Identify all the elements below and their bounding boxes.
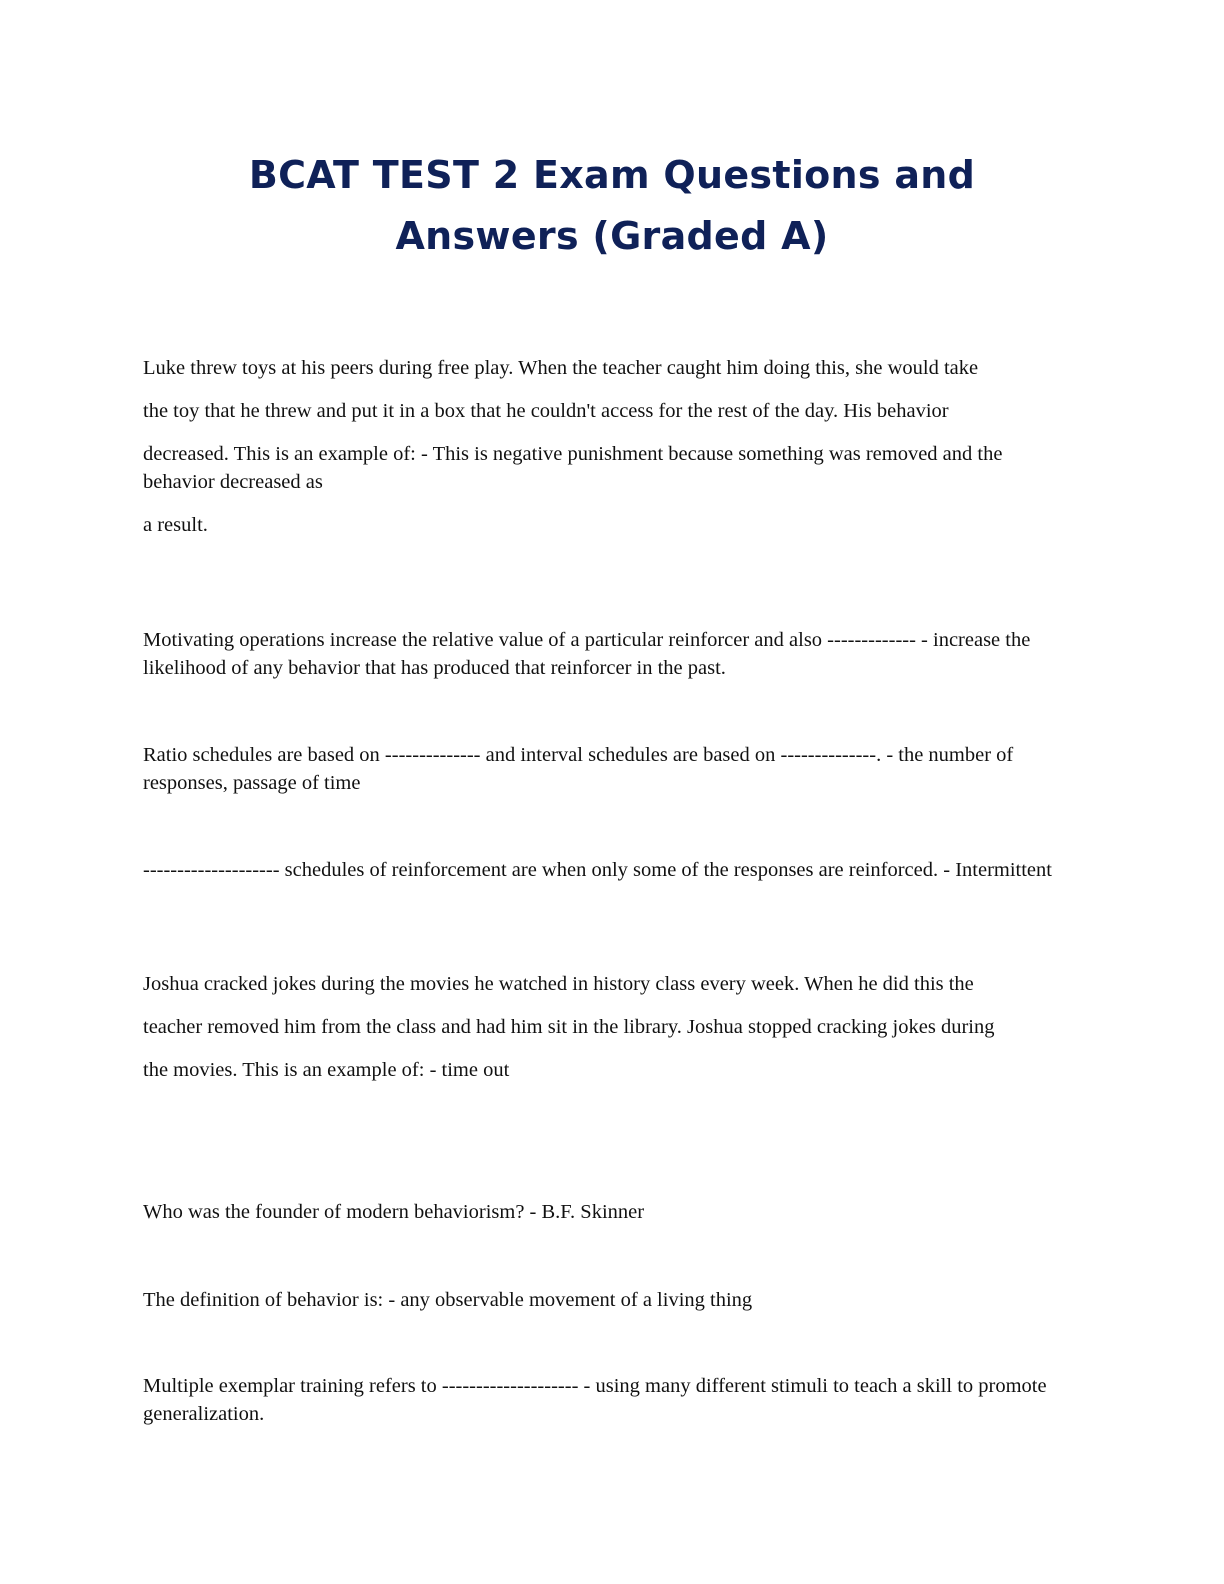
qa-item-7	[143, 1286, 1058, 1314]
qa-item-6	[143, 1198, 1058, 1226]
qa-8-line-1: Multiple exemplar training refers to -------------------- - using many different stimuli to teach a skill to promote generalization.	[143, 1375, 1047, 1425]
qa-7-line-1: The definition of behavior is: - any observable movement of a living thing	[143, 1289, 753, 1311]
qa-2-line-1: Motivating operations increase the relative value of a particular reinforcer and also ------------- - increase the likelihood of any behavior that has produced that reinforcer in the past.	[143, 629, 1031, 679]
qa-item-5	[143, 970, 1058, 1084]
qa-item-4	[143, 856, 1058, 884]
title-line-2: Answers (Graded A)	[395, 214, 829, 258]
qa-item-3	[143, 741, 1058, 797]
qa-1-line-2: the toy that he threw and put it in a box that he couldn't access for the rest of the day. His behavior	[143, 400, 949, 422]
qa-item-8	[143, 1372, 1058, 1428]
qa-5-line-3: the movies. This is an example of: - time out	[143, 1059, 510, 1081]
qa-4-line-1: -------------------- schedules of reinforcement are when only some of the responses are reinforced. - Intermittent	[143, 859, 1052, 881]
page-title	[0, 145, 1224, 267]
qa-3-line-1: Ratio schedules are based on -------------- and interval schedules are based on --------------. - the number of responses, passage of time	[143, 744, 1014, 794]
qa-5-line-1: Joshua cracked jokes during the movies he watched in history class every week. When he did this the	[143, 973, 974, 995]
qa-item-2	[143, 626, 1058, 682]
qa-5-line-2: teacher removed him from the class and had him sit in the library. Joshua stopped cracking jokes during	[143, 1016, 995, 1038]
qa-1-line-1: Luke threw toys at his peers during free play. When the teacher caught him doing this, she would take	[143, 357, 979, 379]
qa-6-line-1: Who was the founder of modern behaviorism? - B.F. Skinner	[143, 1201, 645, 1223]
qa-item-1	[143, 354, 1058, 539]
qa-1-line-4: a result.	[143, 514, 208, 536]
qa-1-line-3: decreased. This is an example of: - This is negative punishment because something was removed and the behavior decreased as	[143, 443, 1003, 493]
title-line-1: BCAT TEST 2 Exam Questions and	[248, 153, 976, 197]
